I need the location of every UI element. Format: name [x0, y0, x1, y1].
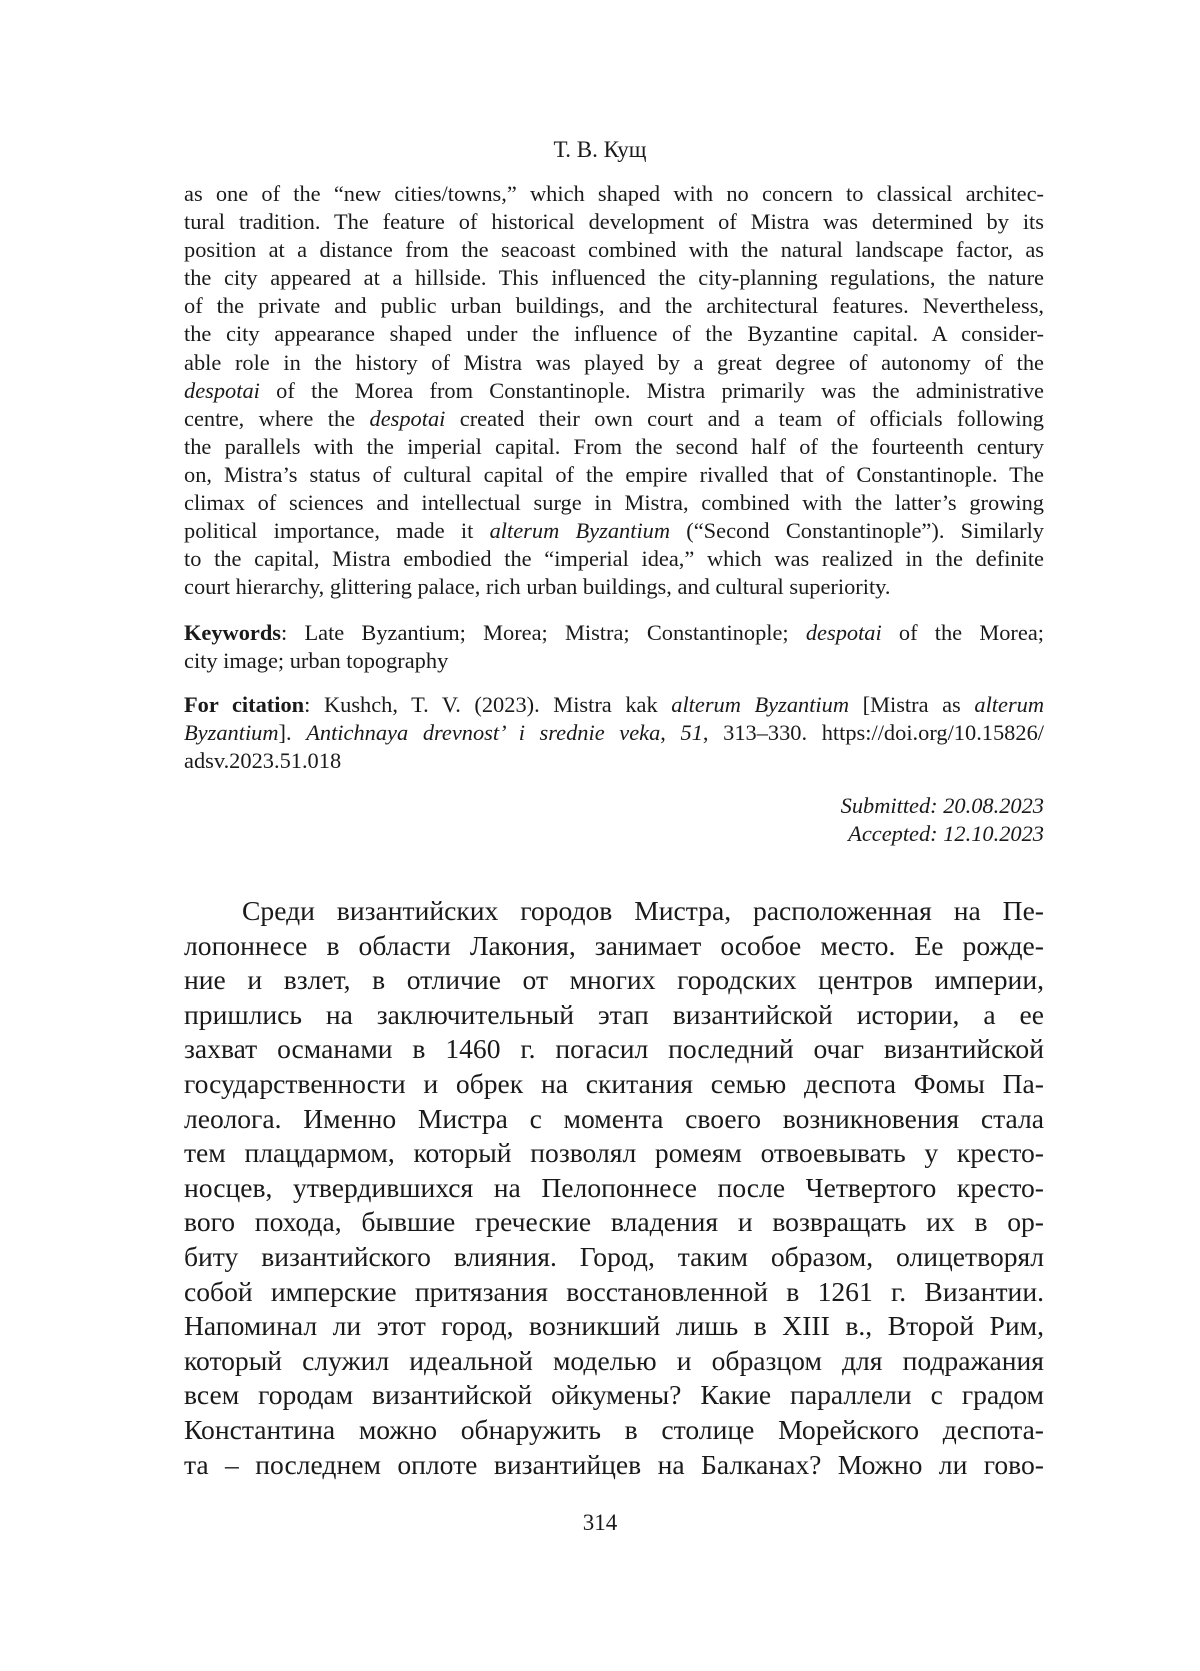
text-line	[184, 1448, 1044, 1483]
text-run: всем городам византийской ойкумены? Какие параллели с градом	[184, 1379, 1044, 1411]
text-run: tural tradition. The feature of historical development of Mistra was determined by its	[184, 209, 1044, 235]
text-line	[184, 1205, 1044, 1240]
text-run: of the Morea from Constantinople. Mistra primarily was the administrative	[259, 377, 1044, 403]
text-run: вого похода, бывшие греческие владения и возвращать их в ор-	[184, 1206, 1044, 1238]
italic-term: despotai	[184, 377, 260, 403]
submission-dates	[184, 792, 1044, 848]
text-line	[184, 647, 1044, 675]
text-run: биту византийского влияния. Город, таким образом, олицетворял	[184, 1240, 1044, 1272]
text-line	[184, 747, 1044, 775]
text-line	[184, 236, 1044, 264]
text-run: государственности и обрек на скитания семью деспота Фомы Па-	[184, 1067, 1044, 1099]
text-run: adsv.2023.51.018	[184, 748, 342, 774]
text-line	[184, 377, 1044, 405]
text-run: climax of sciences and intellectual surge in Mistra, combined with the latter’s growing	[184, 490, 1044, 516]
text-run: the city appearance shaped under the influence of the Byzantine capital. A consider-	[184, 321, 1044, 347]
text-line	[184, 719, 1044, 747]
italic-term: alterum	[974, 692, 1045, 717]
text-run: of the Morea;	[881, 620, 1044, 645]
text-line	[184, 545, 1044, 573]
text-run: : Late Byzantium; Morea; Mistra; Constantinople;	[281, 620, 806, 645]
text-line	[184, 292, 1044, 320]
text-run: position at a distance from the seacoast combined with the natural landscape factor, as	[184, 237, 1044, 263]
text-run: захват османами в 1460 г. погасил последний очаг византийской	[184, 1033, 1044, 1065]
text-run: ].	[278, 720, 307, 746]
text-line	[184, 929, 1044, 964]
italic-term: 51	[680, 720, 703, 746]
italic-term: Antichnaya drevnost’ i srednie veka	[306, 720, 661, 746]
text-run: [Mistra as	[849, 692, 975, 717]
text-run: тем плацдармом, который позволял ромеям отвоевывать у кресто-	[184, 1137, 1044, 1169]
bold-label: Keywords	[184, 620, 282, 645]
text-run: court hierarchy, glittering palace, rich urban buildings, and cultural superiority.	[184, 574, 891, 600]
text-run: able role in the history of Mistra was played by a great degree of autonomy of the	[184, 349, 1044, 375]
text-run: of the private and public urban buildings, and the architectural features. Nevertheless,	[184, 293, 1044, 319]
text-run: собой имперские притязания восстановленной в 1261 г. Византии.	[184, 1275, 1044, 1307]
text-line	[184, 461, 1044, 489]
text-line	[184, 349, 1044, 377]
text-run: Константина можно обнаружить в столице Морейского деспота-	[184, 1413, 1044, 1445]
text-run: та – последнем оплоте византийцев на Балканах? Можно ли гово-	[184, 1448, 1044, 1480]
text-run: носцев, утвердившихся на Пелопоннесе после Четвертого кресто-	[184, 1171, 1044, 1203]
text-line	[184, 433, 1044, 461]
submitted-date: Submitted: 20.08.2023	[840, 793, 1044, 818]
text-run: лопоннесе в области Лакония, занимает особое место. Ее рожде-	[184, 929, 1044, 961]
text-run: (“Second Constantinople”). Similarly	[670, 518, 1045, 544]
text-run: , 313–330. https://doi.org/10.15826/	[702, 720, 1044, 746]
text-line	[184, 320, 1044, 348]
text-line	[184, 489, 1044, 517]
text-line	[184, 691, 1044, 719]
text-line	[184, 208, 1044, 236]
text-line	[184, 1102, 1044, 1137]
text-run: ,	[660, 720, 681, 746]
italic-term: alterum Byzantium	[489, 518, 671, 544]
text-run: Напоминал ли этот город, возникший лишь в XIII в., Второй Рим,	[184, 1310, 1044, 1342]
text-line	[184, 573, 1044, 601]
text-run: пришлись на заключительный этап византийской истории, а ее	[184, 998, 1044, 1030]
text-run: the city appeared at a hillside. This influenced the city-planning regulations, the nature	[184, 265, 1044, 291]
text-run: as one of the “new cities/towns,” which shaped with no concern to classical architec-	[184, 181, 1044, 206]
text-line	[184, 894, 1044, 929]
text-line	[184, 1136, 1044, 1171]
citation	[184, 691, 1044, 775]
text-line	[184, 1032, 1044, 1067]
page-number: 314	[582, 1510, 618, 1535]
italic-term: despotai	[369, 405, 446, 431]
text-line	[184, 1309, 1044, 1344]
text-run: to the capital, Mistra embodied the “imperial idea,” which was realized in the definite	[184, 546, 1044, 572]
text-run: on, Mistra’s status of cultural capital of the empire rivalled that of Constantinople. The	[184, 461, 1044, 487]
text-line	[184, 1240, 1044, 1275]
text-line	[184, 517, 1044, 545]
running-header: Т. В. Кущ	[553, 137, 647, 162]
text-line	[184, 180, 1044, 208]
text-run: created their own court and a team of officials following	[445, 405, 1044, 431]
text-line	[184, 1171, 1044, 1206]
text-line	[184, 405, 1044, 433]
text-run: political importance, made it	[184, 518, 490, 544]
text-run: леолога. Именно Мистра с момента своего возникновения стала	[184, 1102, 1044, 1134]
keywords	[184, 619, 1044, 675]
text-line	[184, 1275, 1044, 1310]
italic-term: alterum Byzantium	[671, 692, 850, 717]
text-line	[184, 1344, 1044, 1379]
body-paragraph	[184, 894, 1044, 1482]
text-run: city image; urban topography	[184, 648, 449, 674]
text-line	[184, 264, 1044, 292]
italic-term: despotai	[805, 620, 882, 645]
text-line	[184, 1067, 1044, 1102]
text-run: the parallels with the imperial capital. From the second half of the fourteenth century	[184, 433, 1044, 459]
text-run: ние и взлет, в отличие от многих городских центров империи,	[184, 964, 1044, 996]
accepted-date: Accepted: 12.10.2023	[848, 821, 1044, 847]
text-line	[184, 1378, 1044, 1413]
text-run: который служил идеальной моделью и образцом для подражания	[184, 1344, 1044, 1376]
text-line	[184, 1413, 1044, 1448]
bold-label: For citation	[184, 692, 305, 717]
text-run: : Kushch, T. V. (2023). Mistra kak	[304, 692, 672, 717]
text-line	[184, 619, 1044, 647]
abstract	[184, 180, 1044, 601]
text-run: Среди византийских городов Мистра, расположенная на Пе-	[242, 895, 1044, 926]
text-line	[184, 998, 1044, 1033]
italic-term: Byzantium	[184, 720, 279, 746]
text-line	[184, 963, 1044, 998]
text-run: centre, where the	[184, 405, 370, 431]
